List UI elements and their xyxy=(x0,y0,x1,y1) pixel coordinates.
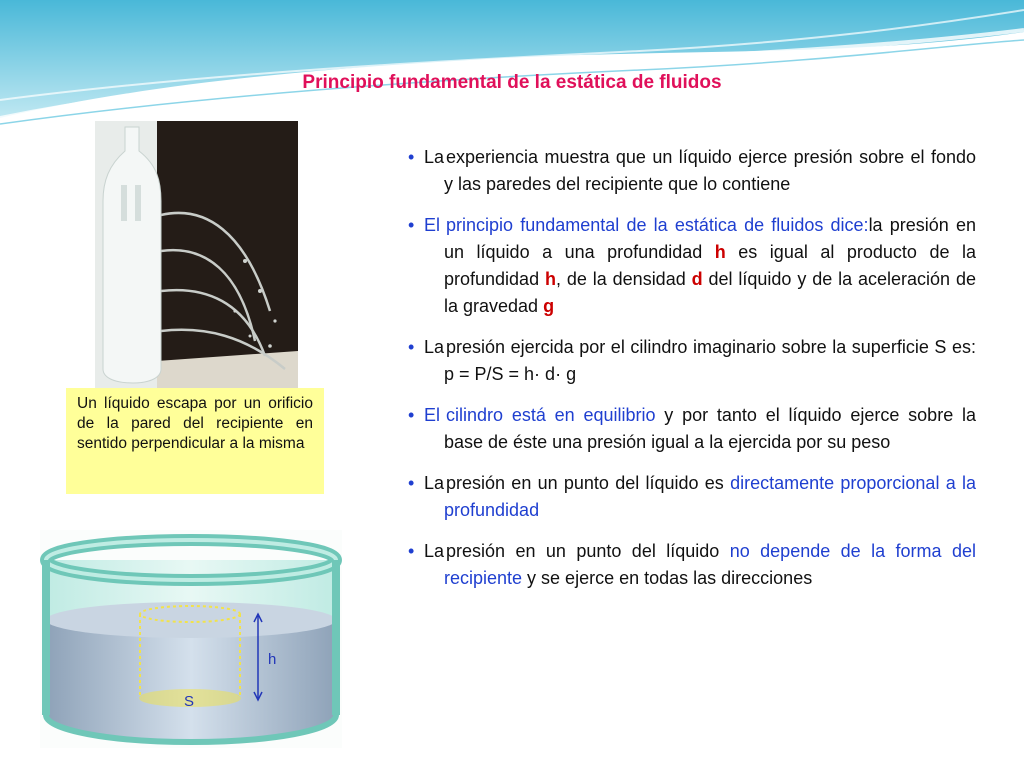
bullet-dot: • xyxy=(408,337,415,357)
symbol-d: d xyxy=(691,269,703,289)
bullet-text: , de la densidad xyxy=(555,269,692,289)
bullet-text: presión en un punto del líquido es xyxy=(446,473,731,493)
bullet-dot: • xyxy=(408,473,415,493)
bottle-photo xyxy=(95,121,298,389)
label-h: h xyxy=(268,651,277,668)
header-wave-decoration xyxy=(0,0,1024,130)
symbol-g: g xyxy=(543,296,555,316)
symbol-h: h xyxy=(714,242,726,262)
bullet-lead: El xyxy=(424,215,441,235)
bullet-lead: La xyxy=(424,473,445,493)
label-s: S xyxy=(184,693,195,710)
bullet-text: la presión en un líquido a una profundidad xyxy=(444,215,977,262)
bullet-lead: La xyxy=(424,337,445,357)
bullet-5 xyxy=(404,470,976,524)
caption-text: Un líquido escapa por un orificio de la pared del recipiente en sentido perpendicular a la misma xyxy=(77,395,313,452)
bullet-text: es igual al producto de la profundidad xyxy=(444,242,976,289)
cylinder-diagram xyxy=(40,530,342,748)
bullet-lead: La xyxy=(424,147,445,167)
bullet-blue-text: cilindro está en equilibrio xyxy=(446,405,656,425)
bullet-blue-text: principio fundamental de la estática de fluidos dice: xyxy=(446,215,869,235)
bullet-text: experiencia muestra que un líquido ejerce presión sobre el fondo y las paredes del recipiente que lo contiene xyxy=(444,147,976,194)
bullet-dot: • xyxy=(408,541,415,561)
bullet-text: presión ejercida por el cilindro imaginario sobre la superficie S es: p = P/S = h· d· g xyxy=(444,337,976,384)
bullet-2 xyxy=(404,212,976,320)
bullet-6 xyxy=(404,538,976,592)
bullet-text: y se ejerce en todas las direcciones xyxy=(522,568,813,588)
bullet-dot: • xyxy=(408,147,415,167)
bullet-dot: • xyxy=(408,215,415,235)
bullet-text: del líquido y de la aceleración de la gravedad xyxy=(444,269,976,316)
photo-caption xyxy=(66,388,324,494)
bullet-4 xyxy=(404,402,976,456)
bullet-blue-text: no depende de la forma del recipiente xyxy=(444,541,976,588)
bullet-blue-text: directamente proporcional a la profundidad xyxy=(444,473,976,520)
bullet-text: presión en un punto del líquido xyxy=(446,541,730,561)
bullet-lead: El xyxy=(424,405,441,425)
bullet-list xyxy=(404,144,976,606)
slide-title: Principio fundamental de la estática de fluidos xyxy=(302,72,722,93)
bullet-text: y por tanto el líquido ejerce sobre la base de éste una presión igual a la ejercida por su peso xyxy=(444,405,977,452)
symbol-h: h xyxy=(544,269,556,289)
bullet-lead: La xyxy=(424,541,445,561)
bullet-3 xyxy=(404,334,976,388)
bullet-1 xyxy=(404,144,976,198)
bullet-dot: • xyxy=(408,405,415,425)
